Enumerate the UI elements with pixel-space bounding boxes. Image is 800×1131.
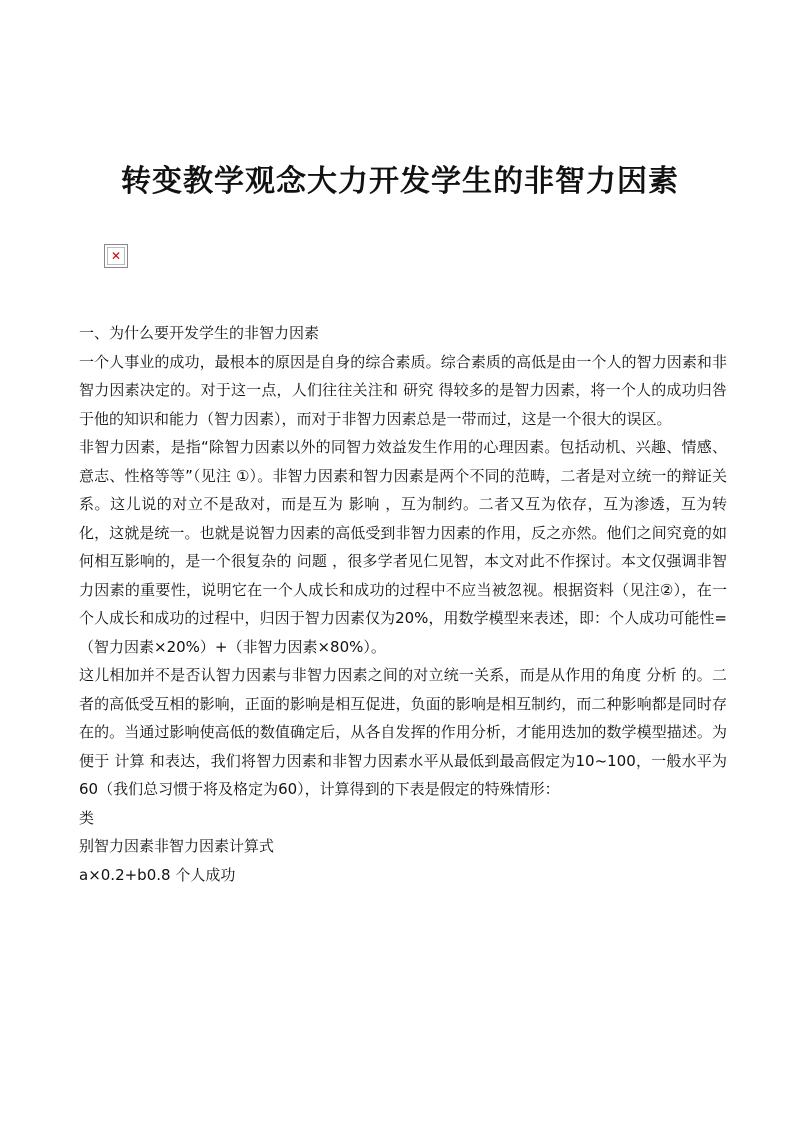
- broken-image-icon: ✕: [110, 249, 122, 263]
- table-fragment-line: a×0.2+b0.8 个人成功: [79, 865, 236, 884]
- document-title: 转变教学观念大力开发学生的非智力因素: [121, 164, 679, 199]
- paragraph: 非智力因素，是指“除智力因素以外的同智力效益发生作用的心理因素。包括动机、兴趣、情感、意志、性格等等”（见注 ①）。非智力因素和智力因素是两个不同的范畴，二者是对立统一的辩证关系。这儿说的对立不是敌对，而是互为 影响 ，互为制约。二者又互为依存，互为渗透，互为转化，这就是统一。也就是说智力因素的高低受到非智力因素的作用，反之亦然。他们之间究竟的如何相互影响的，是一个很复杂的 问题 ，很多学者见仁见智，本文对此不作探讨。本文仅强调非智力因素的重要性，说明它在一个人成长和成功的过程中不应当被忽视。根据资料（见注②），在一个人成长和成功的过程中，归因于智力因素仅为20%，用数学模型来表述，即：个人成功可能性=（智力因素×20%）+（非智力因素×80%）。: [79, 438, 727, 656]
- paragraph: 一个人事业的成功，最根本的原因是自身的综合素质。综合素质的高低是由一个人的智力因素和非智力因素决定的。对于这一点，人们往往关注和 研究 得较多的是智力因素，将一个人的成功归咎于他的知识和能力（智力因素），而对于非智力因素总是一带而过，这是一个很大的误区。: [79, 352, 727, 428]
- table-fragment-line: 类: [79, 808, 95, 827]
- broken-image-placeholder: [104, 244, 128, 268]
- section-heading: 一、为什么要开发学生的非智力因素: [79, 324, 320, 342]
- document-body: [79, 319, 727, 889]
- paragraph: 这儿相加并不是否认智力因素与非智力因素之间的对立统一关系，而是从作用的角度 分析 的。二者的高低受互相的影响，正面的影响是相互促进，负面的影响是相互制约，而二种影响都是同时存在的。当通过影响使高低的数值确定后，从各自发挥的作用分析，才能用迭加的数学模型描述。为便于 计算 和表达，我们将智力因素和非智力因素水平从最低到最高假定为10~100，一般水平为60（我们总习惯于将及格定为60），计算得到的下表是假定的特殊情形：: [79, 666, 727, 798]
- table-fragment-line: 别智力因素非智力因素计算式: [79, 837, 275, 855]
